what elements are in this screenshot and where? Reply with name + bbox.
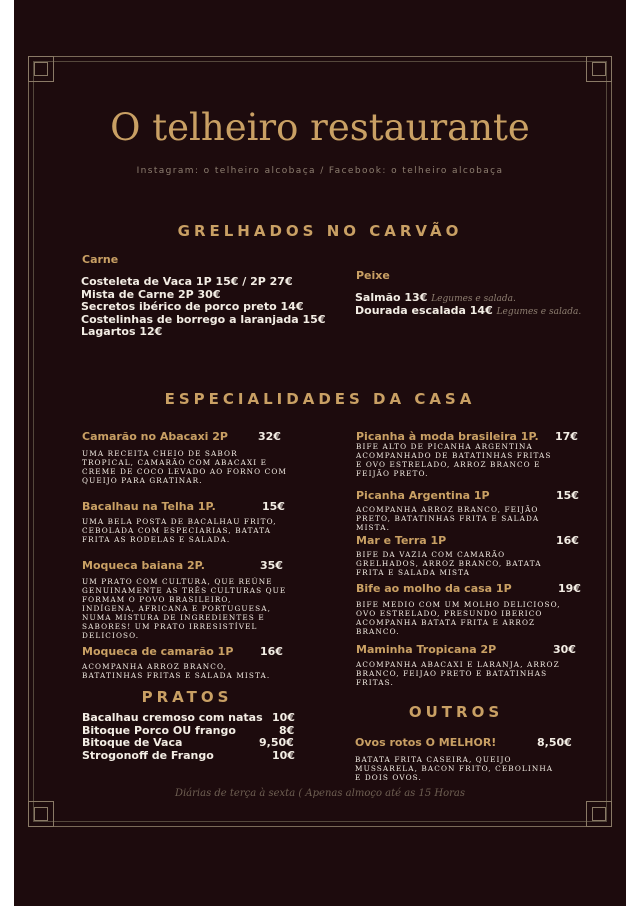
pratos-item-name: Bitoque de Vaca [82, 736, 183, 749]
dish-description: ACOMPANHA ARROZ BRANCO, FEIJÃO PRETO, BATATINHAS FRITA E SALADA MISTA. [356, 505, 540, 532]
dish-name: Bife ao molho da casa 1P [356, 582, 512, 595]
pratos-item-name: Strogonoff de Frango [82, 748, 214, 762]
carne-item: Costelinhas de borrego a laranjada 15€ [81, 312, 326, 326]
pratos-item-price: 10€ [272, 711, 295, 724]
carne-item: Lagartos 12€ [81, 325, 163, 338]
pratos-item-name: Bacalhau cremoso com natas [82, 711, 263, 724]
dish-price: 19€ [558, 582, 581, 595]
dish-name: Camarão no Abacaxi 2P [82, 430, 228, 443]
dish-description: UM PRATO COM CULTURA, QUE REÚNE GENUINAMENTE AS TRÊS CULTURAS QUE FORMAM O POVO BRASILEIRO, INDÍGENA, AFRICANA E PORTUGUESA, NUMA MISTURA DE INGREDIENTES E SABORES! UM PRATO IRRESISTÍVEL DELICIOSO. [82, 577, 287, 640]
restaurant-title: O telheiro restaurante [110, 106, 530, 149]
carne-item: Mista de Carne 2P 30€ [81, 287, 221, 301]
dish-name: Bacalhau na Telha 1P. [82, 500, 216, 513]
dish-name: Moqueca baiana 2P. [82, 559, 205, 572]
pratos-item-name: Bitoque Porco OU frango [82, 723, 236, 737]
corner-ornament-bottom-left [28, 801, 54, 827]
peixe-item-name: Salmão 13€ [355, 291, 428, 304]
dish-price: 15€ [556, 489, 579, 502]
dish-name: Maminha Tropicana 2P [356, 643, 497, 656]
dish-name: Moqueca de camarão 1P [82, 645, 234, 658]
dish-price: 8,50€ [537, 736, 572, 749]
carne-item: Secretos ibérico de porco preto 14€ [81, 300, 304, 313]
dish-description: BIFE ALTO DE PICANHA ARGENTINA ACOMPANHADO DE BATATINHAS FRITAS E OVO ESTRELADO, ARROZ BRANCO E FEIJÃO PRETO. [356, 442, 552, 478]
dish-name: Mar e Terra 1P [356, 534, 447, 547]
dish-description: BIFE MEDIO COM UM MOLHO DELICIOSO, OVO ESTRELADO, PRESUNDO IBERICO ACOMPANHA BATATA FRITA E ARROZ BRANCO. [356, 600, 561, 636]
section-heading-especialidades: ESPECIALIDADES DA CASA [164, 390, 476, 408]
carne-item: Costeleta de Vaca 1P 15€ / 2P 27€ [81, 275, 293, 288]
dish-name: Picanha à moda brasileira 1P. [356, 430, 539, 443]
section-heading-pratos: PRATOS [141, 688, 233, 706]
dish-description: UMA BELA POSTA DE BACALHAU FRITO, CEBOLADA COM ESPECIARIAS, BATATA FRITA AS RODELAS E SALADA. [82, 517, 277, 544]
social-links: Instagram: o telheiro alcobaça / Facebook: o telheiro alcobaça [136, 166, 504, 176]
pratos-item-price: 8€ [279, 723, 295, 737]
dish-description: BIFE DA VAZIA COM CAMARÃO GRELHADOS, ARROZ BRANCO, BATATA FRITA E SALADA MISTA [356, 550, 542, 577]
pratos-item-price: 9,50€ [259, 736, 294, 749]
dish-price: 35€ [260, 559, 283, 572]
dish-description: ACOMPANHA ARROZ BRANCO, BATATINHAS FRITAS E SALADA MISTA. [82, 662, 271, 680]
dish-description: BATATA FRITA CASEIRA, QUEIJO MUSSARELA, BACON FRITO, CEBOLINHA E DOIS OVOS. [355, 755, 554, 782]
footer-note: Diárias de terça à sexta ( Apenas almoço até as 15 Horas [174, 788, 466, 799]
peixe-item [355, 305, 581, 319]
peixe-item-note: Legumes e salada. [431, 294, 516, 304]
dish-price: 16€ [556, 534, 579, 547]
peixe-item-note: Legumes e salada. [496, 306, 582, 317]
section-heading-grelhados: GRELHADOS NO CARVÃO [177, 222, 463, 240]
dish-name: Picanha Argentina 1P [356, 489, 490, 502]
subheading-peixe: Peixe [356, 269, 390, 282]
corner-ornament-top-left [28, 56, 54, 82]
pratos-item-price: 10€ [272, 748, 295, 762]
dish-description: UMA RECEITA CHEIO DE SABOR TROPICAL, CAMARÃO COM ABACAXI E CREME DE COCO LEVADO AO FORNO COM QUEIJO PARA GRATINAR. [82, 449, 287, 485]
peixe-item-name: Dourada escalada 14€ [355, 303, 493, 317]
dish-price: 32€ [258, 430, 281, 443]
section-heading-outros: OUTROS [408, 703, 504, 721]
dish-price: 30€ [553, 643, 576, 656]
dish-price: 17€ [555, 430, 578, 443]
subheading-carne: Carne [82, 253, 119, 266]
corner-ornament-top-right [586, 56, 612, 82]
dish-description: ACOMPANHA ABACAXI E LARANJA, ARROZ BRANCO, FEIJAO PRETO E BATATINHAS FRITAS. [356, 660, 560, 687]
corner-ornament-bottom-right [586, 801, 612, 827]
dish-price: 16€ [260, 645, 283, 658]
dish-price: 15€ [262, 500, 285, 513]
dish-name: Ovos rotos O MELHOR! [355, 736, 497, 749]
